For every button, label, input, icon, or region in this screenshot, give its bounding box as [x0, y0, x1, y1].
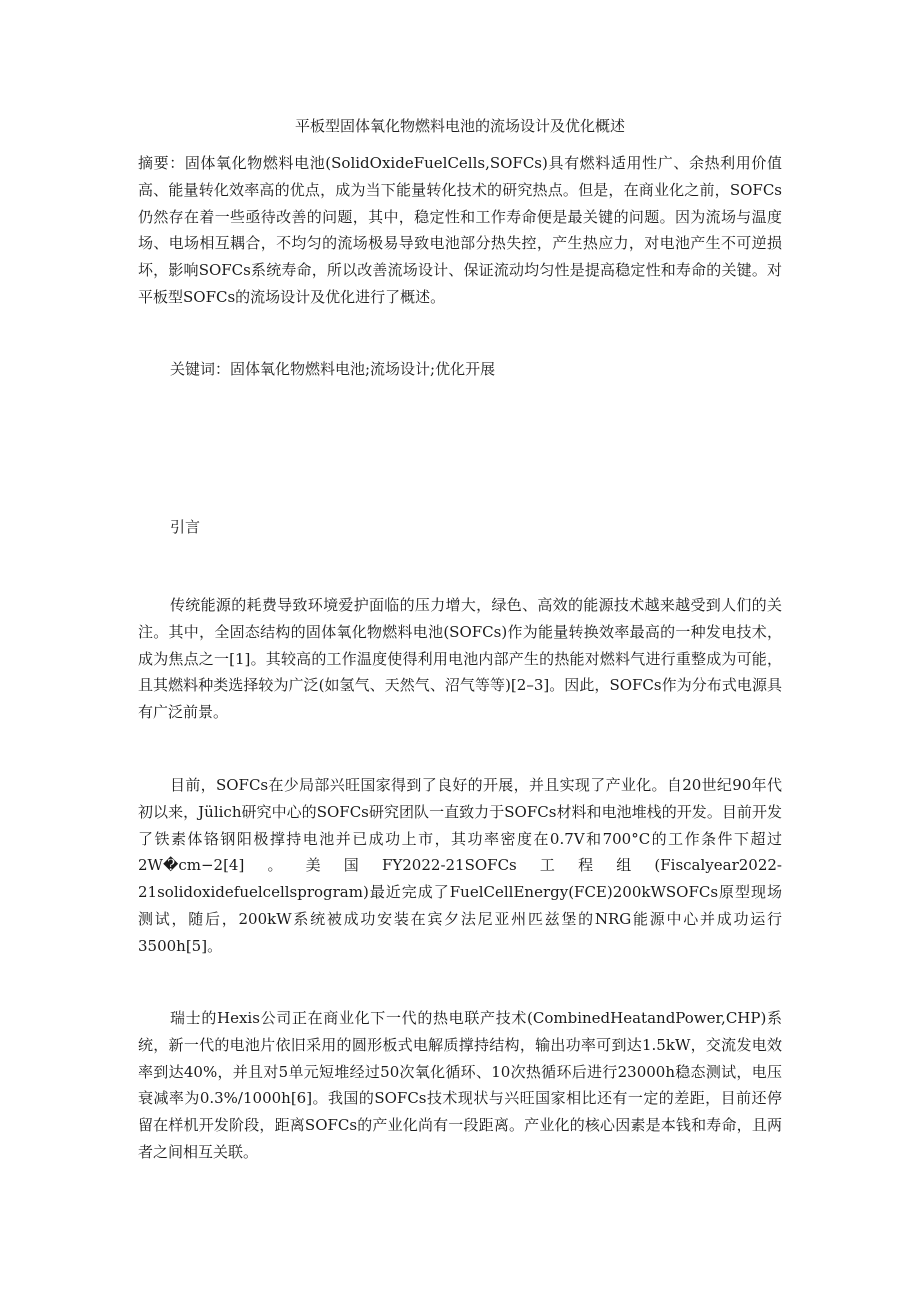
abstract-paragraph: 摘要：固体氧化物燃料电池(SolidOxideFuelCells,SOFCs)具有燃料适用性广、余热利用价值高、能量转化效率高的优点，成为当下能量转化技术的研究热点。但是，在商业化之前，SOFCs仍然存在着一些亟待改善的问题，其中，稳定性和工作寿命便是最关键的问题。因为流场与温度场、电场相互耦合，不均匀的流场极易导致电池部分热失控，产生热应力，对电池产生不可逆损坏，影响SOFCs系统寿命，所以改善流场设计、保证流动均匀性是提高稳定性和寿命的关键。对平板型SOFCs的流场设计及优化进行了概述。	[138, 154, 782, 306]
body-paragraph-2: 目前，SOFCs在少局部兴旺国家得到了良好的开展，并且实现了产业化。自20世纪90年代初以来，Jülich研究中心的SOFCs研究团队一直致力于SOFCs材料和电池堆栈的开发。目前开发了铁素体铬钢阳极撑持电池并已成功上市，其功率密度在0.7V和700°C的工作条件下超过2W�cm−2[4]。美国FY2022-21SOFCs工程组(Fiscalyear2022-21solidoxidefuelcellsprogram)最近完成了FuelCellEnergy(FCE)200kWSOFCs原型现场测试，随后，200kW系统被成功安装在宾夕法尼亚州匹兹堡的NRG能源中心并成功运行 3500h[5]。	[138, 776, 782, 955]
body-paragraph-1: 传统能源的耗费导致环境爱护面临的压力增大，绿色、高效的能源技术越来越受到人们的关注。其中，全固态结构的固体氧化物燃料电池(SOFCs)作为能量转换效率最高的一种发电技术，成为焦点之一[1]。其较高的工作温度使得利用电池内部产生的热能对燃料气进行重整成为可能，且其燃料种类选择较为广泛(如氢气、天然气、沼气等等)[2–3]。因此，SOFCs作为分布式电源具有广泛前景。	[138, 596, 782, 722]
body-paragraph-3: 瑞士的Hexis公司正在商业化下一代的热电联产技术(CombinedHeatandPower,CHP)系统，新一代的电池片依旧采用的圆形板式电解质撑持结构，输出功率可到达1.5kW，交流发电效率到达40%，并且对5单元短堆经过50次氧化循环、10次热循环后进行23000h稳态测试，电压衰减率为0.3%/1000h[6]。我国的SOFCs技术现状与兴旺国家相比还有一定的差距，目前还停留在样机开发阶段，距离SOFCs的产业化尚有一段距离。产业化的核心因素是本钱和寿命，且两者之间相互关联。	[138, 1009, 782, 1161]
keywords-line: 关键词：固体氧化物燃料电池;流场设计;优化开展	[170, 360, 496, 378]
section-heading-introduction: 引言	[170, 518, 201, 536]
document-title: 平板型固体氧化物燃料电池的流场设计及优化概述	[294, 117, 625, 135]
